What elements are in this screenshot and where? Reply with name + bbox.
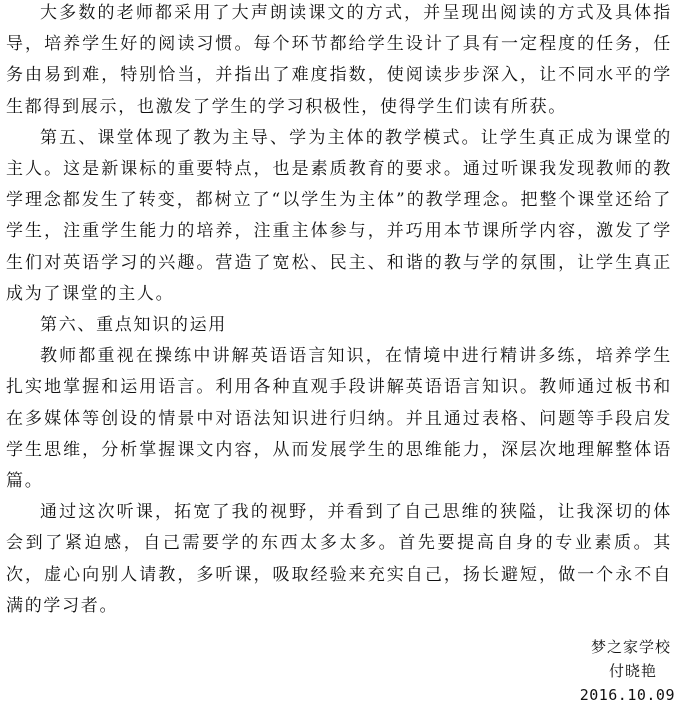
heading-sixth-point: 第六、重点知识的运用 (40, 315, 227, 336)
paragraph-fifth-point: 第五、课堂体现了教为主导、学为主体的教学模式。让学生真正成为课堂的主人。这是新课标的重要特点，也是素质教育的要求。通过听课我发现教师的教学理念都发生了转变，都树立了“以学生为主体”的教学理念。把整个课堂还给了学生，注重学生能力的培养，注重主体参与，并巧用本节课所学内容，激发了学生们对英语学习的兴趣。营造了宽松、民主、和谐的教与学的氛围，让学生真正成为了课堂的主人。 (6, 127, 672, 304)
document-body (6, 0, 672, 622)
signature-date: 2016.10.09 (579, 686, 675, 704)
paragraph-reading: 大多数的老师都采用了大声朗读课文的方式，并呈现出阅读的方式及具体指导，培养学生好的阅读习惯。每个环节都给学生设计了具有一定程度的任务，任务由易到难，特别恰当，并指出了难度指数，使阅读步步深入，让不同水平的学生都得到展示，也激发了学生的学习积极性，使得学生们读有所获。 (6, 3, 672, 117)
signature-name: 付晓艳 (608, 662, 657, 680)
paragraph-reflection: 通过这次听课，拓宽了我的视野，并看到了自己思维的狭隘，让我深切的体会到了紧迫感，自己需要学的东西太多太多。首先要提高自身的专业素质。其次，虚心向别人请教，多听课，吸取经验来充实自己，扬长避短，做一个永不自满的学习者。 (6, 502, 672, 616)
paragraph-language-knowledge: 教师都重视在操练中讲解英语语言知识，在情境中进行精讲多练，培养学生扎实地掌握和运用语言。利用各种直观手段讲解英语语言知识。教师通过板书和在多媒体等创设的情景中对语法知识进行归纳。并且通过表格、问题等手段启发学生思维，分析掌握课文内容，从而发展学生的思维能力，深层次地理解整体语篇。 (6, 346, 672, 492)
signature-school: 梦之家学校 (590, 638, 671, 656)
